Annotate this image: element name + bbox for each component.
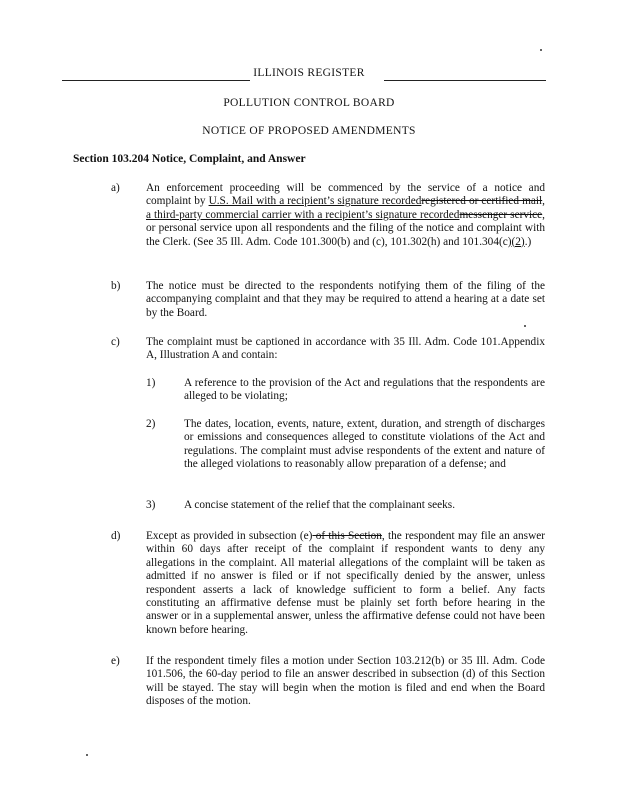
item-a-text-part1: An enforcement proceeding will be commenced by the service of a notice and complaint by xyxy=(146,182,545,208)
item-a-inserted-commercial-carrier: a third-party commercial carrier with a recipient’s signature recorded xyxy=(146,208,460,221)
scan-speck xyxy=(540,49,542,51)
item-c2-text: The dates, location, events, nature, extent, duration, and strength of discharges or emissions and consequences alleged to constitute violations of the Act and regulations. The complaint must advise respondents of the extent and nature of the alleged violations to reasonably allow preparation of a defense; and xyxy=(184,418,545,471)
item-a-inserted-us-mail: U.S. Mail with a recipient’s signature recorded xyxy=(208,195,422,208)
item-e-text: If the respondent timely files a motion under Section 103.212(b) or 35 Ill. Adm. Code 101.506, the 60-day period to file an answer described in subsection (d) of this Section will be stayed. The stay will begin when the motion is filed and end when the Board disposes of the motion. xyxy=(146,655,545,708)
header-rule-right xyxy=(384,80,546,81)
item-a-text-part4: , xyxy=(542,195,545,208)
item-d-text-part3: , the respondent may file an answer within 60 days after receipt of the complaint if respondent wants to deny any allegations in the complaint. All material allegations of the complaint will be taken as admitted if no answer is filed or if not specifically denied by the answer, unless respondent asserts a lack of knowledge sufficient to form a belief. Any facts constituting an affirmative defense must be plainly set forth before hearing in the answer or in a supplemental answer, unless the affirmative defense could not have been known before hearing. xyxy=(146,530,546,636)
item-c3-label: 3) xyxy=(146,499,156,511)
item-c1-label: 1) xyxy=(146,377,156,389)
header-rule-left xyxy=(62,80,250,81)
item-c2-label: 2) xyxy=(146,418,156,430)
item-c3-text: A concise statement of the relief that the complainant seeks. xyxy=(184,499,456,511)
item-a-label: a) xyxy=(111,182,120,194)
item-b-label: b) xyxy=(111,280,121,292)
item-d-text-part1: Except as provided in subsection (e) xyxy=(146,530,313,542)
item-a-text-part9: .) xyxy=(524,235,532,248)
section-title: Section 103.204 Notice, Complaint, and Answer xyxy=(73,153,306,165)
item-d-text xyxy=(146,530,545,637)
item-e-label: e) xyxy=(111,655,120,667)
item-a-text-part7: , or personal service upon all respondents and the filing of the notice and complaint with the Clerk. (See 35 Ill. Adm. Code 101.300(b) and (c), 101.302(h) and 101.304(c) xyxy=(146,208,545,248)
item-c-label: c) xyxy=(111,336,120,348)
item-d-label: d) xyxy=(111,530,121,542)
item-a-deleted-messenger-service: messenger service xyxy=(459,208,543,221)
item-b-text: The notice must be directed to the respondents notifying them of the filing of the accompanying complaint and that they may be required to attend a hearing at a date set by the Board. xyxy=(146,280,545,319)
scan-speck xyxy=(524,325,526,327)
board-title: POLLUTION CONTROL BOARD xyxy=(223,97,395,109)
item-c-text: The complaint must be captioned in accordance with 35 Ill. Adm. Code 101.Appendix A, Illustration A and contain: xyxy=(146,336,545,362)
item-c1-text: A reference to the provision of the Act and regulations that the respondents are alleged to be violating; xyxy=(184,377,545,403)
item-a-inserted-2: (2) xyxy=(511,235,525,248)
scan-speck xyxy=(86,754,88,756)
notice-title: NOTICE OF PROPOSED AMENDMENTS xyxy=(202,125,416,137)
item-a-text xyxy=(146,182,545,249)
item-d-deleted-of-this-section: of this Section xyxy=(312,530,382,542)
item-a-deleted-registered-mail: registered or certified mail xyxy=(421,195,543,208)
register-title: ILLINOIS REGISTER xyxy=(253,67,365,79)
